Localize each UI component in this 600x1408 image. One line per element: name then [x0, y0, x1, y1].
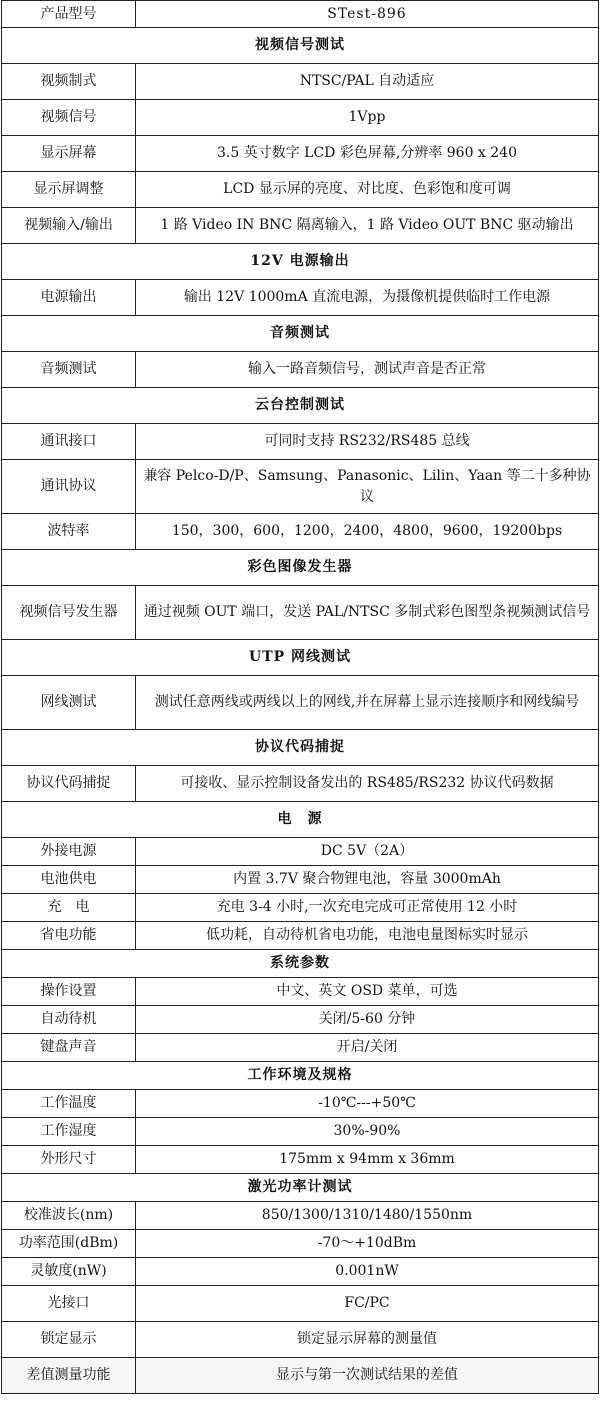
spec-label: 锁定显示	[2, 1322, 136, 1358]
spec-value: 可接收、显示控制设备发出的 RS485/RS232 协议代码数据	[136, 766, 599, 802]
spec-label: 音频测试	[2, 352, 136, 388]
table-row	[2, 172, 599, 208]
section-title: UTP 网线测试	[2, 640, 599, 676]
spec-label: 电池供电	[2, 866, 136, 894]
spec-value: NTSC/PAL 自动适应	[136, 64, 599, 100]
table-row	[2, 1230, 599, 1258]
spec-label: 工作湿度	[2, 1118, 136, 1146]
section-row	[2, 28, 599, 64]
spec-label: 视频输入/输出	[2, 208, 136, 244]
spec-value: 低功耗，自动待机省电功能，电池电量图标实时显示	[136, 922, 599, 950]
spec-label: 外接电源	[2, 838, 136, 866]
section-title: 工作环境及规格	[2, 1062, 599, 1090]
section-title: 系统参数	[2, 950, 599, 978]
table-row	[2, 514, 599, 550]
section-title: 音频测试	[2, 316, 599, 352]
model-number: STest-896	[136, 1, 599, 28]
spec-value: 锁定显示屏幕的测量值	[136, 1322, 599, 1358]
spec-label: 通讯接口	[2, 424, 136, 460]
spec-label: 通讯协议	[2, 460, 136, 514]
spec-table	[1, 0, 599, 1394]
spec-value: 兼容 Pelco-D/P、Samsung、Panasonic、Lilin、Yaan 等二十多种协议	[136, 460, 599, 514]
table-row	[2, 1286, 599, 1322]
spec-value: 测试任意两线或两线以上的网线,并在屏幕上显示连接顺序和网线编号	[136, 676, 599, 730]
table-row	[2, 866, 599, 894]
table-row	[2, 1090, 599, 1118]
section-title: 彩色图像发生器	[2, 550, 599, 586]
spec-value: 中文、英文 OSD 菜单，可选	[136, 978, 599, 1006]
table-row	[2, 766, 599, 802]
spec-value: 通过视频 OUT 端口，发送 PAL/NTSC 多制式彩色图型条视频测试信号	[136, 586, 599, 640]
section-row	[2, 316, 599, 352]
section-title: 视频信号测试	[2, 28, 599, 64]
spec-value: FC/PC	[136, 1286, 599, 1322]
table-row	[2, 1118, 599, 1146]
section-row	[2, 802, 599, 838]
spec-label: 网线测试	[2, 676, 136, 730]
spec-label: 操作设置	[2, 978, 136, 1006]
table-row	[2, 1, 599, 28]
spec-label: 充 电	[2, 894, 136, 922]
table-row	[2, 922, 599, 950]
spec-value: 1 路 Video IN BNC 隔离输入，1 路 Video OUT BNC 驱动输出	[136, 208, 599, 244]
spec-label: 光接口	[2, 1286, 136, 1322]
section-row	[2, 1174, 599, 1202]
spec-label: 视频信号发生器	[2, 586, 136, 640]
table-row	[2, 100, 599, 136]
spec-value: 1Vpp	[136, 100, 599, 136]
spec-label: 自动待机	[2, 1006, 136, 1034]
spec-value: 175mm x 94mm x 36mm	[136, 1146, 599, 1174]
header-label: 产品型号	[2, 1, 136, 28]
spec-label: 视频制式	[2, 64, 136, 100]
spec-value: 输入一路音频信号，测试声音是否正常	[136, 352, 599, 388]
spec-value: 3.5 英寸数字 LCD 彩色屏幕,分辨率 960 x 240	[136, 136, 599, 172]
spec-label: 省电功能	[2, 922, 136, 950]
spec-table-body	[2, 1, 599, 1394]
section-title: 激光功率计测试	[2, 1174, 599, 1202]
section-title: 云台控制测试	[2, 388, 599, 424]
spec-value: -10℃---+50℃	[136, 1090, 599, 1118]
spec-label: 电源输出	[2, 280, 136, 316]
table-row	[2, 838, 599, 866]
spec-value: LCD 显示屏的亮度、对比度、色彩饱和度可调	[136, 172, 599, 208]
table-row	[2, 208, 599, 244]
table-row	[2, 64, 599, 100]
table-row	[2, 1202, 599, 1230]
spec-label: 功率范围(dBm)	[2, 1230, 136, 1258]
table-row	[2, 586, 599, 640]
table-row	[2, 1006, 599, 1034]
spec-label: 视频信号	[2, 100, 136, 136]
section-row	[2, 950, 599, 978]
table-row	[2, 352, 599, 388]
table-row	[2, 676, 599, 730]
section-row	[2, 388, 599, 424]
spec-value: -70～+10dBm	[136, 1230, 599, 1258]
spec-value: 开启/关闭	[136, 1034, 599, 1062]
spec-value: 30%-90%	[136, 1118, 599, 1146]
spec-label: 差值测量功能	[2, 1358, 136, 1394]
section-row	[2, 640, 599, 676]
spec-label: 校准波长(nm)	[2, 1202, 136, 1230]
table-row	[2, 1322, 599, 1358]
spec-value: 0.001nW	[136, 1258, 599, 1286]
spec-value: 显示与第一次测试结果的差值	[136, 1358, 599, 1394]
spec-label: 键盘声音	[2, 1034, 136, 1062]
section-row	[2, 244, 599, 280]
spec-label: 外形尺寸	[2, 1146, 136, 1174]
section-row	[2, 1062, 599, 1090]
table-row	[2, 280, 599, 316]
spec-label: 波特率	[2, 514, 136, 550]
table-row	[2, 136, 599, 172]
spec-label: 灵敏度(nW)	[2, 1258, 136, 1286]
spec-label: 显示屏幕	[2, 136, 136, 172]
spec-value: 150，300，600，1200，2400，4800，9600，19200bps	[136, 514, 599, 550]
spec-label: 协议代码捕捉	[2, 766, 136, 802]
section-title: 协议代码捕捉	[2, 730, 599, 766]
spec-label: 工作温度	[2, 1090, 136, 1118]
section-row	[2, 550, 599, 586]
table-row	[2, 1034, 599, 1062]
spec-value: 内置 3.7V 聚合物锂电池，容量 3000mAh	[136, 866, 599, 894]
table-row	[2, 1358, 599, 1394]
section-title: 电 源	[2, 802, 599, 838]
section-title: 12V 电源输出	[2, 244, 599, 280]
spec-value: 850/1300/1310/1480/1550nm	[136, 1202, 599, 1230]
table-row	[2, 978, 599, 1006]
spec-value: 可同时支持 RS232/RS485 总线	[136, 424, 599, 460]
table-row	[2, 894, 599, 922]
section-row	[2, 730, 599, 766]
spec-value: DC 5V（2A）	[136, 838, 599, 866]
spec-label: 显示屏调整	[2, 172, 136, 208]
table-row	[2, 424, 599, 460]
table-row	[2, 1258, 599, 1286]
table-row	[2, 1146, 599, 1174]
spec-value: 输出 12V 1000mA 直流电源，为摄像机提供临时工作电源	[136, 280, 599, 316]
spec-value: 充电 3-4 小时,一次充电完成可正常使用 12 小时	[136, 894, 599, 922]
spec-value: 关闭/5-60 分钟	[136, 1006, 599, 1034]
table-row	[2, 460, 599, 514]
